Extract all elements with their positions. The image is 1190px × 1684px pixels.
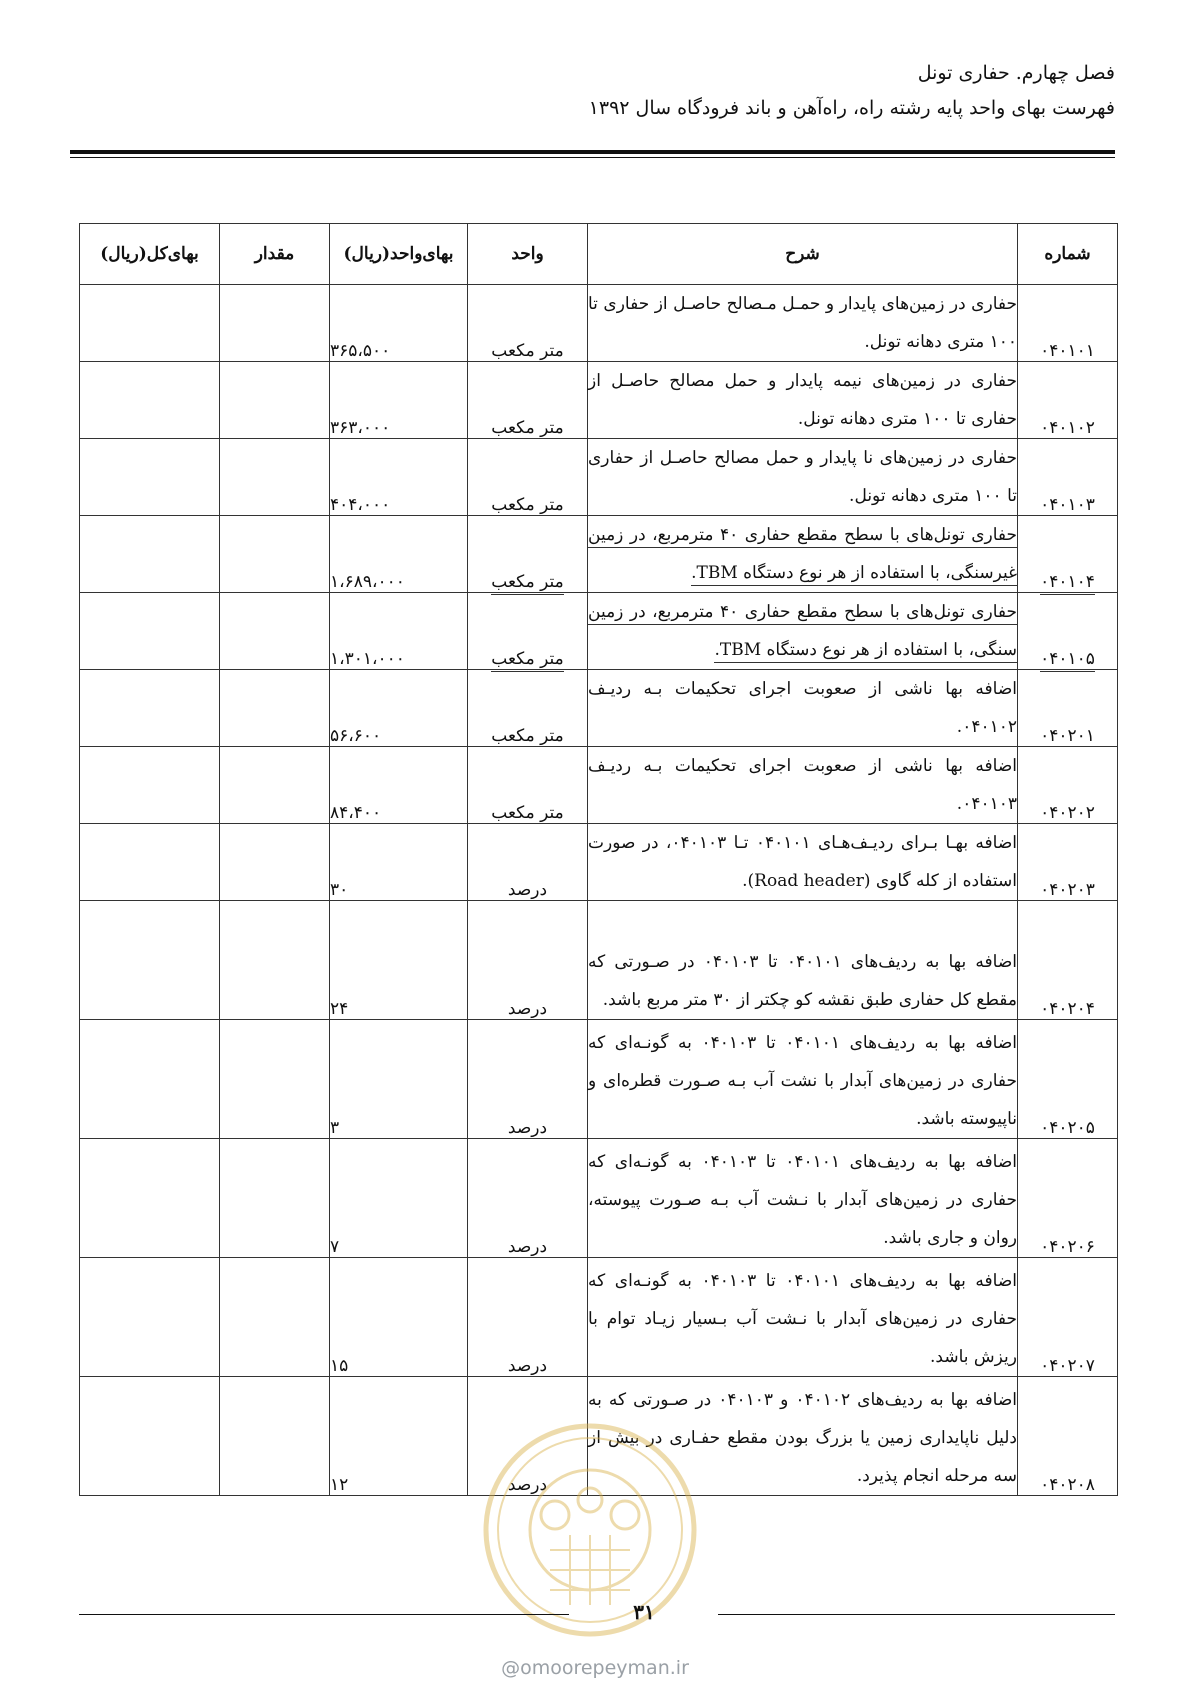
table-row — [80, 824, 1118, 901]
table-row — [80, 516, 1118, 593]
footer-rule-right — [718, 1614, 1115, 1615]
row-unit-price: ۵۶،۶۰۰ — [330, 670, 468, 747]
table-row — [80, 901, 1118, 1020]
row-number: ۰۴۰۲۰۷ — [1018, 1258, 1118, 1377]
row-quantity — [220, 1377, 330, 1496]
row-unit-text: متر مکعب — [491, 572, 563, 595]
row-number: ۰۴۰۲۰۸ — [1018, 1377, 1118, 1496]
row-total — [80, 1377, 220, 1496]
table-row — [80, 593, 1118, 670]
page-number: ۳۱ — [633, 1600, 655, 1624]
row-number: ۰۴۰۲۰۶ — [1018, 1139, 1118, 1258]
row-unit-price: ۴۰۴،۰۰۰ — [330, 439, 468, 516]
row-total — [80, 362, 220, 439]
header-rule-thick — [70, 150, 1115, 154]
row-description — [588, 516, 1018, 593]
table-row — [80, 1377, 1118, 1496]
row-number: ۰۴۰۲۰۱ — [1018, 670, 1118, 747]
table-row — [80, 670, 1118, 747]
row-unit: درصد — [468, 1258, 588, 1377]
row-number: ۰۴۰۲۰۳ — [1018, 824, 1118, 901]
row-total — [80, 1020, 220, 1139]
price-table — [79, 223, 1118, 1496]
row-number-text: ۰۴۰۱۰۵ — [1040, 649, 1095, 672]
table-header-row — [80, 224, 1118, 285]
row-description: اضافه بهـا بـرای ردیـف‌هـای ۰۴۰۱۰۱ تـا ۰۴۰۱۰۳، در صورت استفاده از کله گاوی (Road header). — [588, 824, 1018, 901]
table-row — [80, 362, 1118, 439]
row-description: اضافه بها به ردیف‌های ۰۴۰۱۰۱ تا ۰۴۰۱۰۳ به گونـه‌ای که حفاری در زمین‌های آبدار با نشت آب بـه صـورت قطره‌ای و ناپیوسته باشد. — [588, 1020, 1018, 1139]
row-number: ۰۴۰۱۰۱ — [1018, 285, 1118, 362]
row-unit-price: ۱۲ — [330, 1377, 468, 1496]
row-quantity — [220, 670, 330, 747]
row-total — [80, 824, 220, 901]
row-description: اضافه بها ناشی از صعوبت اجرای تحکیمات بـه ردیـف ۰۴۰۱۰۳. — [588, 747, 1018, 824]
row-unit: متر مکعب — [468, 362, 588, 439]
row-number-text: ۰۴۰۱۰۴ — [1040, 572, 1095, 595]
row-unit: متر مکعب — [468, 747, 588, 824]
row-total — [80, 285, 220, 362]
row-unit-price: ۲۴ — [330, 901, 468, 1020]
row-unit-price: ۳۰ — [330, 824, 468, 901]
row-unit: متر مکعب — [468, 439, 588, 516]
table-row — [80, 1020, 1118, 1139]
row-unit: متر مکعب — [468, 670, 588, 747]
row-quantity — [220, 362, 330, 439]
row-unit: متر مکعب — [468, 285, 588, 362]
row-quantity — [220, 824, 330, 901]
table-row — [80, 1258, 1118, 1377]
row-description: اضافه بها به ردیف‌های ۰۴۰۱۰۲ و ۰۴۰۱۰۳ در صـورتی که به دلیل ناپایداری زمین یا بزرگ بودن مقطع حفـاری در بیش از سه مرحله انجام پذیرد. — [588, 1377, 1018, 1496]
table-row — [80, 439, 1118, 516]
header-quantity: مقدار — [220, 224, 330, 285]
row-unit-price: ۷ — [330, 1139, 468, 1258]
row-number: ۰۴۰۱۰۳ — [1018, 439, 1118, 516]
row-quantity — [220, 516, 330, 593]
row-number — [1018, 516, 1118, 593]
row-quantity — [220, 901, 330, 1020]
row-quantity — [220, 1020, 330, 1139]
website-watermark: @omoorepeyman.ir — [501, 1657, 689, 1679]
row-number: ۰۴۰۲۰۴ — [1018, 901, 1118, 1020]
header-description: شرح — [588, 224, 1018, 285]
row-unit: درصد — [468, 824, 588, 901]
row-total — [80, 1139, 220, 1258]
row-quantity — [220, 747, 330, 824]
row-number: ۰۴۰۲۰۵ — [1018, 1020, 1118, 1139]
row-description: حفاری در زمین‌های پایدار و حمـل مـصالح حاصـل از حفاری تا ۱۰۰ متری دهانه تونل. — [588, 285, 1018, 362]
row-description: اضافه بها به ردیف‌های ۰۴۰۱۰۱ تا ۰۴۰۱۰۳ به گونـه‌ای که حفاری در زمین‌های آبدار با نـشت آب بـه صـورت پیوسته، روان و جاری باشد. — [588, 1139, 1018, 1258]
row-total — [80, 593, 220, 670]
row-quantity — [220, 1258, 330, 1377]
table-row — [80, 285, 1118, 362]
row-unit-price: ۸۴،۴۰۰ — [330, 747, 468, 824]
row-unit-price: ۳ — [330, 1020, 468, 1139]
row-unit: درصد — [468, 1377, 588, 1496]
header-unit-price: بهای‌واحد(ریال) — [330, 224, 468, 285]
chapter-title: فصل چهارم. حفاری تونل — [917, 62, 1115, 84]
row-total — [80, 516, 220, 593]
row-unit — [468, 593, 588, 670]
row-quantity — [220, 285, 330, 362]
row-unit-price: ۳۶۳،۰۰۰ — [330, 362, 468, 439]
row-description-text: حفاری تونل‌های با سطح مقطع حفاری ۴۰ مترمربع، در زمین غیرسنگی، با استفاده از هر نوع دستگاه TBM. — [588, 525, 1017, 586]
row-description: اضافه بها ناشی از صعوبت اجرای تحکیمات بـه ردیـف ۰۴۰۱۰۲. — [588, 670, 1018, 747]
row-description: اضافه بها به ردیف‌های ۰۴۰۱۰۱ تا ۰۴۰۱۰۳ به گونـه‌ای که حفاری در زمین‌های آبدار با نـشت آب بـسیار زیـاد توام با ریزش باشد. — [588, 1258, 1018, 1377]
row-number: ۰۴۰۱۰۲ — [1018, 362, 1118, 439]
row-number: ۰۴۰۲۰۲ — [1018, 747, 1118, 824]
row-description: حفاری در زمین‌های نا پایدار و حمل مصالح حاصـل از حفاری تا ۱۰۰ متری دهانه تونل. — [588, 439, 1018, 516]
row-quantity — [220, 593, 330, 670]
header-unit: واحد — [468, 224, 588, 285]
row-unit-price: ۳۶۵،۵۰۰ — [330, 285, 468, 362]
row-total — [80, 901, 220, 1020]
table-row — [80, 747, 1118, 824]
row-unit: درصد — [468, 901, 588, 1020]
row-unit-price: ۱،۳۰۱،۰۰۰ — [330, 593, 468, 670]
row-unit-price: ۱۵ — [330, 1258, 468, 1377]
row-unit: درصد — [468, 1139, 588, 1258]
header-number: شماره — [1018, 224, 1118, 285]
document-subtitle: فهرست بهای واحد پایه رشته راه، راه‌آهن و باند فرودگاه سال ۱۳۹۲ — [588, 97, 1115, 119]
row-total — [80, 1258, 220, 1377]
row-description-text: حفاری تونل‌های با سطح مقطع حفاری ۴۰ مترمربع، در زمین سنگی، با استفاده از هر نوع دستگاه TBM. — [588, 602, 1017, 663]
row-unit: درصد — [468, 1020, 588, 1139]
table-row — [80, 1139, 1118, 1258]
row-total — [80, 747, 220, 824]
header-total-price: بهای‌کل(ریال) — [80, 224, 220, 285]
row-total — [80, 670, 220, 747]
row-description: اضافه بها به ردیف‌های ۰۴۰۱۰۱ تا ۰۴۰۱۰۳ در صـورتی که مقطع کل حفاری طبق نقشه کو چکتر از ۳۰ متر مربع باشد. — [588, 901, 1018, 1020]
row-unit-text: متر مکعب — [491, 649, 563, 672]
row-quantity — [220, 1139, 330, 1258]
footer-rule-left — [79, 1614, 569, 1615]
row-description: حفاری در زمین‌های نیمه پایدار و حمل مصالح حاصـل از حفاری تا ۱۰۰ متری دهانه تونل. — [588, 362, 1018, 439]
header-rule-thin — [70, 157, 1115, 158]
row-number — [1018, 593, 1118, 670]
row-unit — [468, 516, 588, 593]
row-quantity — [220, 439, 330, 516]
row-total — [80, 439, 220, 516]
row-unit-price: ۱،۶۸۹،۰۰۰ — [330, 516, 468, 593]
row-description — [588, 593, 1018, 670]
